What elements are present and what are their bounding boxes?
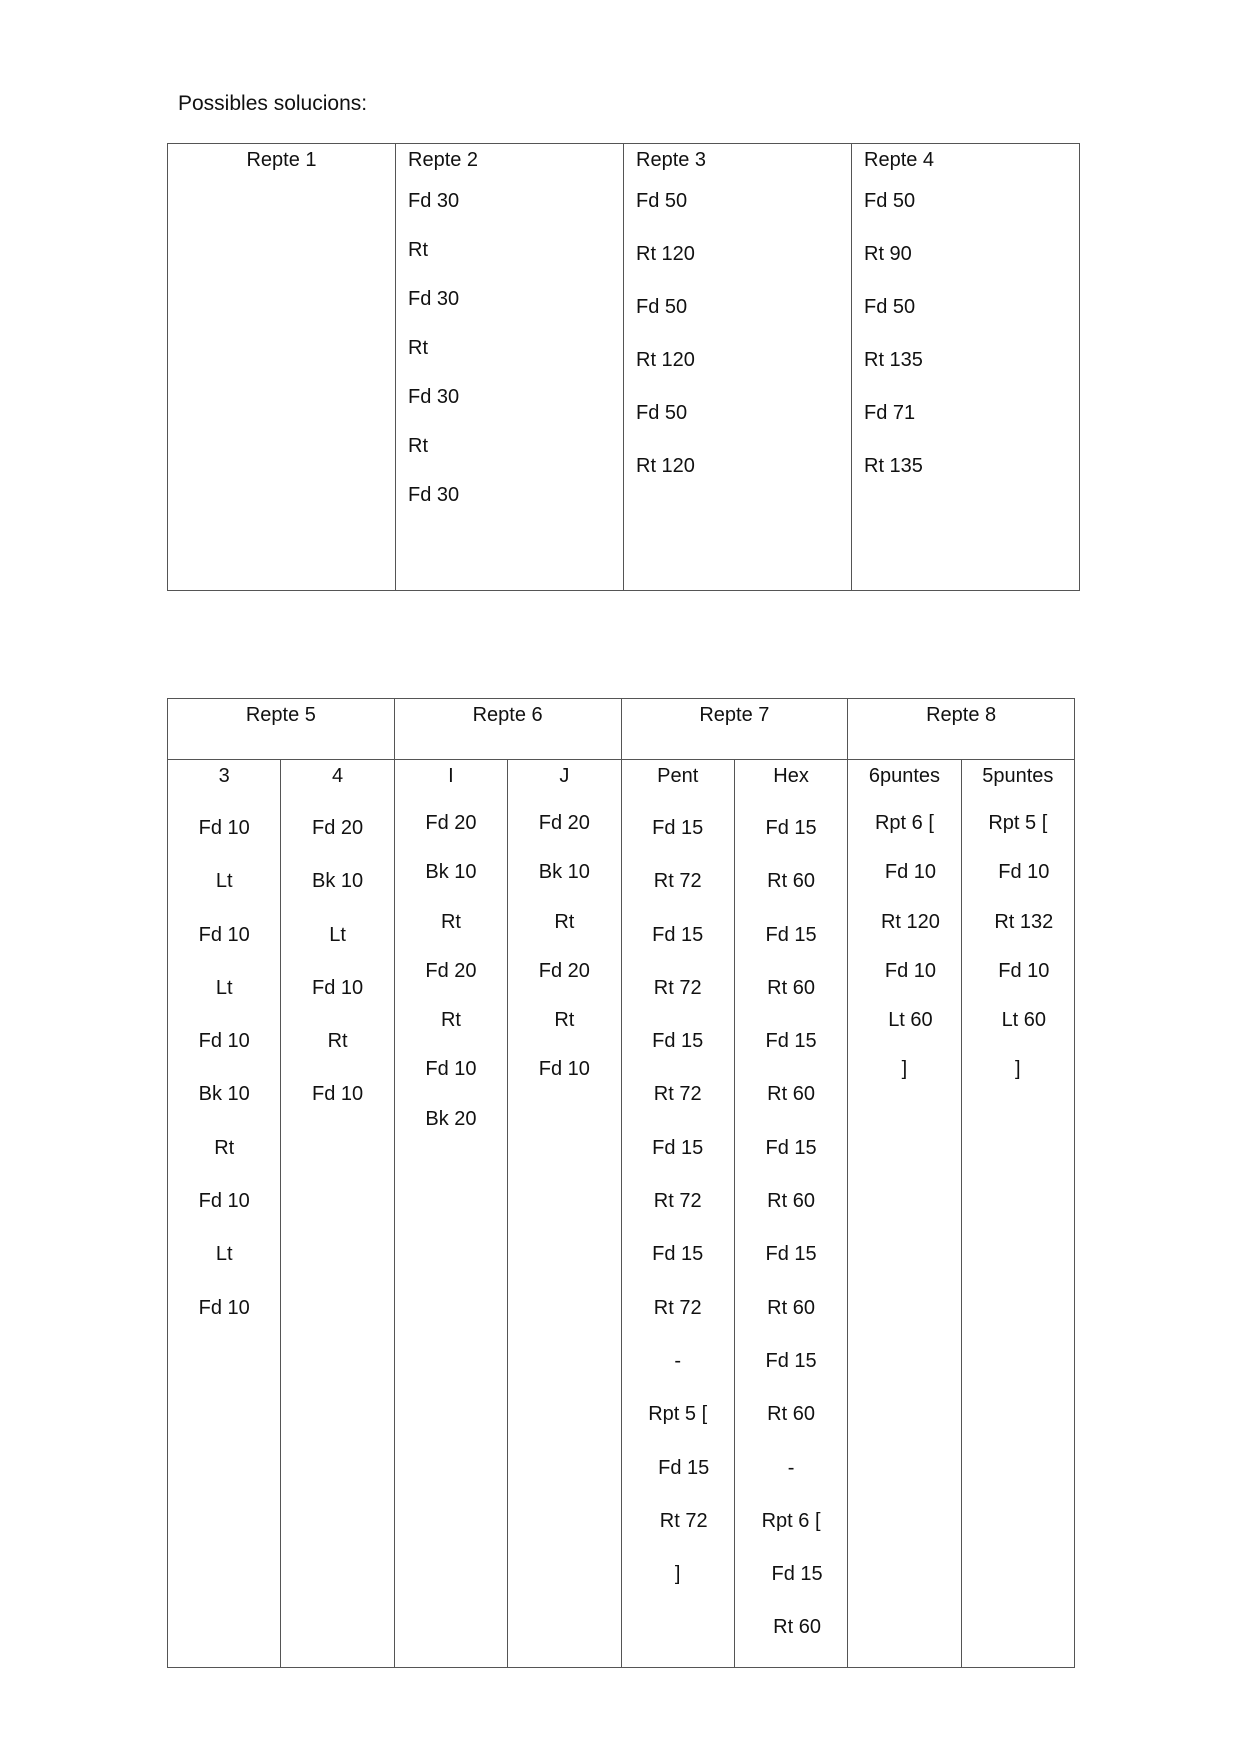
command	[848, 957, 960, 1006]
command: Rpt 6 [	[761, 1509, 821, 1532]
command: Fd 15	[652, 1243, 704, 1266]
subcolumn-hex	[734, 760, 847, 1668]
command: Rt 60	[767, 870, 815, 893]
command: Fd 30	[408, 484, 460, 506]
command: Rt 72	[653, 976, 702, 999]
command	[848, 908, 960, 957]
command: Rt 120	[636, 349, 695, 371]
command: Fd 15	[652, 1030, 704, 1053]
command-text: Lt 60	[1001, 1009, 1047, 1032]
column-header: Repte 3	[636, 149, 707, 171]
command-list	[508, 762, 620, 1105]
command: Bk 10	[311, 870, 364, 893]
command	[622, 1507, 734, 1560]
command: Rt 72	[653, 1190, 702, 1213]
command: Rt 135	[864, 349, 923, 371]
table-row	[168, 144, 1080, 591]
command: Fd 10	[425, 1058, 477, 1081]
challenges-table-2	[167, 698, 1075, 1668]
command: Lt	[215, 976, 233, 999]
column-header: Repte 2	[408, 149, 479, 171]
subcolumn-header: Hex	[773, 765, 809, 787]
command: Rt 120	[636, 455, 695, 477]
column-header: Repte 1	[246, 149, 317, 171]
subcolumn-header: Pent	[657, 765, 699, 787]
command-list	[735, 762, 847, 1667]
command-text: Fd 10	[998, 861, 1050, 884]
command: Fd 30	[408, 190, 460, 212]
command	[848, 858, 960, 907]
command: Fd 20	[425, 812, 477, 834]
column-repte-4	[852, 144, 1080, 591]
command: -	[787, 1456, 795, 1479]
table-row	[168, 760, 1075, 1668]
command: Rt 60	[767, 1296, 815, 1319]
command: Fd 20	[311, 817, 364, 839]
command: Rpt 6 [	[874, 812, 934, 834]
subcolumn-header: 3	[218, 765, 230, 787]
subcolumn-header: 4	[332, 765, 344, 787]
command: ]	[1015, 1058, 1021, 1081]
command	[962, 957, 1074, 1006]
command-list	[848, 762, 960, 1105]
command: Rt	[408, 435, 428, 457]
challenges-table-1	[167, 143, 1080, 591]
command	[622, 1454, 734, 1507]
command: Lt	[329, 923, 346, 946]
command: Rt 72	[653, 870, 702, 893]
subcolumn-j	[508, 760, 621, 1668]
subcolumn-pent	[621, 760, 734, 1668]
command-text: Fd 15	[658, 1456, 710, 1479]
command: Fd 15	[652, 1136, 704, 1159]
command: Fd 15	[765, 923, 817, 946]
command: ]	[674, 1563, 681, 1586]
page-heading: Possibles solucions:	[178, 92, 368, 115]
column-repte-1	[168, 144, 396, 591]
command: Fd 10	[198, 817, 250, 839]
command-list	[395, 762, 507, 1154]
subcolumn-3	[168, 760, 281, 1668]
command: Fd 50	[636, 402, 688, 424]
command: Rt 60	[767, 1083, 815, 1106]
command: Fd 10	[311, 1083, 364, 1106]
column-repte-3	[624, 144, 852, 591]
subcolumn-4	[281, 760, 394, 1668]
command: Fd 30	[408, 288, 460, 310]
command: Fd 71	[864, 402, 916, 424]
command: Bk 20	[425, 1107, 477, 1130]
command: ]	[901, 1058, 908, 1081]
command	[962, 908, 1074, 957]
command: Bk 10	[198, 1083, 250, 1106]
subcolumn-i	[394, 760, 507, 1668]
group-header-repte-6: Repte 6	[394, 699, 621, 760]
command: Fd 15	[765, 817, 817, 839]
command: Fd 20	[425, 959, 477, 982]
command: Fd 50	[864, 296, 916, 318]
command: Fd 15	[652, 817, 704, 839]
command: Fd 15	[765, 1349, 817, 1372]
command-text: Fd 10	[998, 959, 1050, 982]
command-list	[624, 186, 851, 504]
command	[962, 858, 1074, 907]
command: Rt 60	[767, 1403, 815, 1426]
command-list	[622, 762, 734, 1613]
command: Fd 10	[198, 1030, 250, 1053]
command: Rt 135	[864, 455, 923, 477]
command-text: Rt 120	[880, 910, 940, 933]
command: Rt 90	[864, 243, 912, 265]
command	[962, 1006, 1074, 1055]
command: Rt	[554, 1009, 575, 1032]
command: Rt 60	[767, 1190, 815, 1213]
command: Fd 10	[311, 976, 364, 999]
command-text: Fd 10	[884, 959, 937, 982]
command: Rt	[214, 1136, 235, 1159]
command: -	[674, 1349, 682, 1372]
command: Rt 60	[767, 976, 815, 999]
command-text: Rt 132	[994, 910, 1054, 933]
group-header-repte-8: Repte 8	[848, 699, 1075, 760]
command: Rt	[408, 239, 428, 261]
command: Fd 15	[652, 923, 704, 946]
command: Rpt 5 [	[988, 812, 1048, 834]
command: Rt	[440, 910, 461, 933]
command-list	[962, 762, 1074, 1105]
command: Rt 72	[653, 1296, 702, 1319]
command-list	[852, 186, 1079, 504]
command: Fd 10	[198, 1190, 250, 1213]
command: Fd 10	[198, 923, 250, 946]
command: Lt	[215, 870, 233, 893]
subcolumn-5puntes	[961, 760, 1074, 1668]
command: Fd 20	[538, 959, 590, 982]
command-text: Rt 72	[659, 1509, 708, 1532]
command-text: Fd 10	[884, 861, 937, 884]
group-header-repte-7: Repte 7	[621, 699, 848, 760]
command: Lt	[215, 1243, 233, 1266]
subcolumn-header: I	[448, 765, 454, 787]
column-header: Repte 4	[864, 149, 935, 171]
command: Rt	[440, 1009, 461, 1032]
command: Fd 15	[765, 1243, 817, 1266]
command-list	[168, 762, 280, 1347]
command: Rt	[408, 337, 428, 359]
command: Rt 120	[636, 243, 695, 265]
command: Fd 50	[636, 296, 688, 318]
command: Fd 15	[765, 1030, 817, 1053]
command: Rt	[554, 910, 575, 933]
column-repte-2	[396, 144, 624, 591]
command: Fd 15	[765, 1136, 817, 1159]
group-header-repte-5: Repte 5	[168, 699, 395, 760]
command: Bk 10	[538, 861, 590, 884]
subcolumn-header: 5puntes	[982, 765, 1054, 787]
command-text: Rt 60	[773, 1616, 821, 1639]
subcolumn-header: 6puntes	[868, 765, 941, 787]
command	[735, 1560, 847, 1613]
command: Fd 50	[864, 190, 916, 212]
command: Fd 30	[408, 386, 460, 408]
command-list	[281, 762, 393, 1134]
subcolumn-6puntes	[848, 760, 961, 1668]
command: Rt 72	[653, 1083, 702, 1106]
command: Fd 10	[198, 1296, 250, 1319]
command-list	[396, 186, 623, 529]
command: Rt	[327, 1030, 348, 1053]
command-text: Lt 60	[888, 1009, 933, 1032]
command: Rpt 5 [	[648, 1403, 708, 1426]
table-header-row	[168, 699, 1075, 760]
command: Fd 20	[538, 812, 590, 834]
subcolumn-header: J	[559, 765, 570, 787]
command: Fd 50	[636, 190, 688, 212]
command	[735, 1613, 847, 1666]
command: Fd 10	[538, 1058, 590, 1081]
command	[848, 1006, 960, 1055]
command: Bk 10	[425, 861, 477, 884]
command-text: Fd 15	[771, 1563, 823, 1586]
